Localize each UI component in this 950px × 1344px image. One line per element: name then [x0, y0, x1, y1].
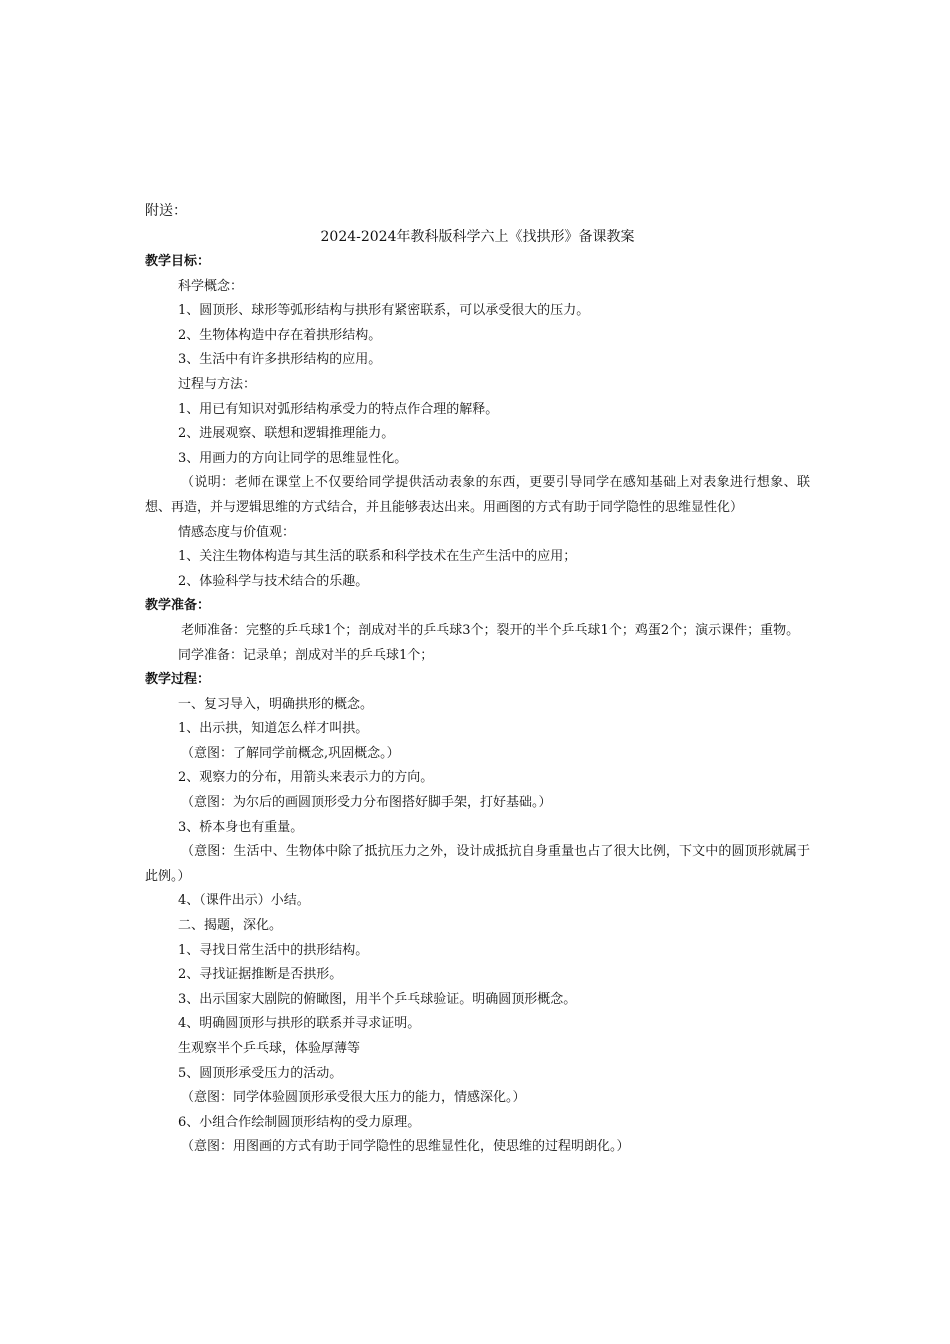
list-item: 1、关注生物体构造与其生活的联系和科学技术在生产生活中的应用； — [178, 549, 577, 565]
intent-note: （意图：同学体验圆顶形承受很大压力的能力，情感深化。） — [181, 1090, 526, 1106]
intent-note: （意图：用图画的方式有助于同学隐性的思维显性化，使思维的过程明朗化。） — [181, 1139, 630, 1155]
teacher-prep: 老师准备：完整的乒乓球1个；剖成对半的乒乓球3个；裂开的半个乒乓球1个；鸡蛋2个；演示课件；重物。 — [181, 622, 800, 638]
list-item: 1、用已有知识对弧形结构承受力的特点作合理的解释。 — [178, 401, 499, 417]
list-item: 2、体验科学与技术结合的乐趣。 — [178, 573, 369, 589]
list-item: 2、进展观察、联想和逻辑推理能力。 — [178, 426, 395, 442]
list-item: 3、用画力的方向让同学的思维显性化。 — [178, 450, 408, 466]
list-item: 2、生物体构造中存在着拱形结构。 — [178, 327, 382, 343]
subheading-attitude: 情感态度与价值观： — [178, 524, 296, 540]
list-item: 1、寻找日常生活中的拱形结构。 — [178, 942, 369, 958]
document-title: 2024-2024年教科版科学六上《找拱形》备课教案 — [320, 229, 635, 245]
subheading-science-concepts: 科学概念： — [178, 278, 244, 294]
appendix-label: 附送： — [145, 203, 187, 219]
section-heading-process: 教学过程： — [145, 672, 211, 688]
subheading-process-methods: 过程与方法： — [178, 376, 257, 392]
list-item: 2、寻找证据推断是否拱形。 — [178, 967, 343, 983]
list-item: 1、圆顶形、球形等弧形结构与拱形有紧密联系，可以承受很大的压力。 — [178, 303, 590, 319]
list-item: 3、桥本身也有重量。 — [178, 819, 304, 835]
list-item: 5、圆顶形承受压力的活动。 — [178, 1065, 343, 1081]
section-heading-goals: 教学目标： — [145, 254, 211, 269]
intent-note: （意图：了解同学前概念,巩固概念。） — [181, 745, 400, 761]
intent-note: （意图：为尔后的画圆顶形受力分布图搭好脚手架，打好基础。） — [181, 795, 552, 811]
document-page — [145, 198, 810, 1160]
list-item: 4、明确圆顶形与拱形的联系并寻求证明。 — [178, 1016, 421, 1032]
list-item: 4、（课件出示）小结。 — [178, 893, 310, 909]
list-item: 3、出示国家大剧院的俯瞰图，用半个乒乓球验证。明确圆顶形概念。 — [178, 991, 577, 1007]
note-paragraph: （说明：老师在课堂上不仅要给同学提供活动表象的东西，更要引导同学在感知基础上对表象进行想象、联想、再造，并与逻辑思维的方式结合，并且能够表达出来。用画图的方式有助于同学隐性的思维显性化） — [145, 475, 810, 515]
list-item: 6、小组合作绘制圆顶形结构的受力原理。 — [178, 1114, 421, 1130]
intent-note: （意图：生活中、生物体中除了抵抗压力之外，设计成抵抗自身重量也占了很大比例，下文中的圆顶形就属于此例。） — [145, 844, 810, 884]
list-item: 一、复习导入，明确拱形的概念。 — [178, 696, 374, 712]
list-item: 3、生活中有许多拱形结构的应用。 — [178, 352, 382, 368]
list-item: 2、观察力的分布，用箭头来表示力的方向。 — [178, 770, 434, 786]
list-item: 1、出示拱，知道怎么样才叫拱。 — [178, 721, 369, 737]
section-heading-prep: 教学准备： — [145, 598, 211, 614]
list-item: 生观察半个乒乓球，体验厚薄等 — [178, 1041, 361, 1056]
list-item: 二、揭题，深化。 — [178, 918, 283, 934]
student-prep: 同学准备：记录单；剖成对半的乒乓球1个； — [178, 647, 434, 663]
